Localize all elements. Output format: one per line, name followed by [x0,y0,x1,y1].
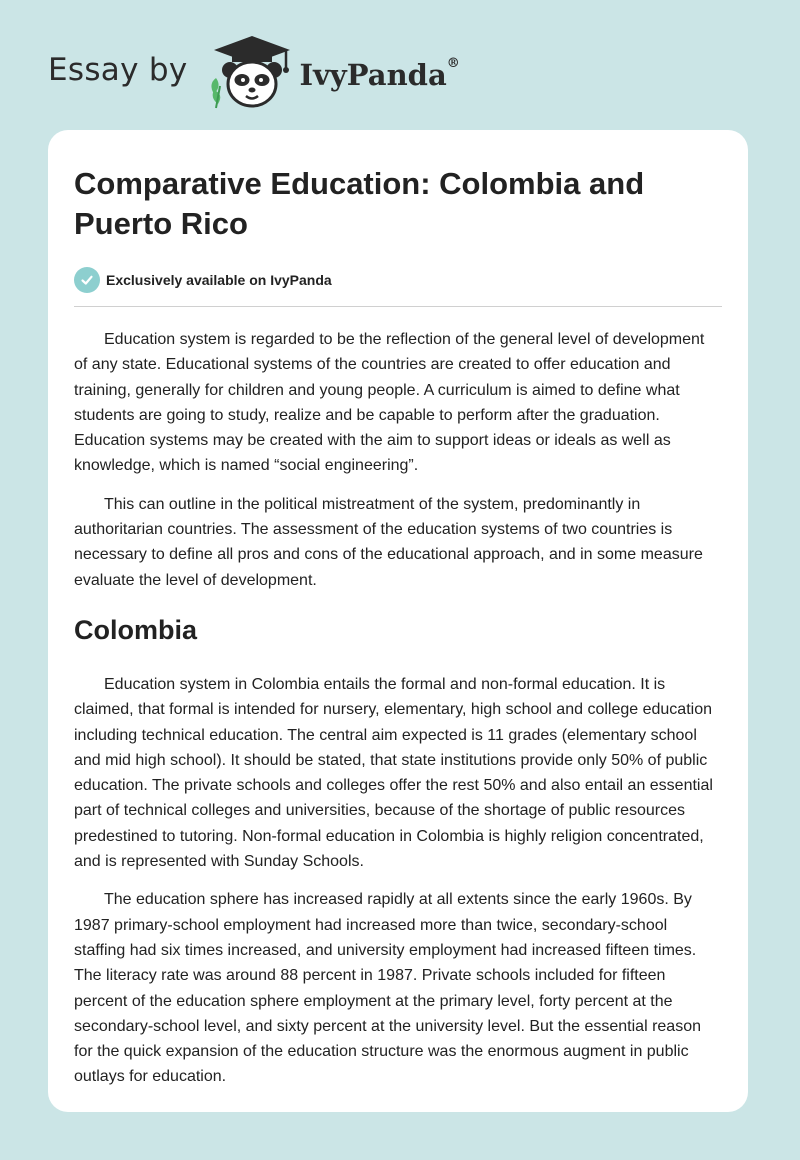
registered-mark: ® [446,56,460,71]
intro-paragraph-1: Education system is regarded to be the reflection of the general level of development of any state. Educational systems of the countries are created to offer education and training, generally for children and young people. A curriculum is aimed to define what students are going to study, realize and be capable to perform after the graduation. Education systems may be created with the aim to support ideas or ideals as well as knowledge, which is named “social engineering”. [74,331,705,475]
exclusive-label: Exclusively available on IvyPanda [106,272,332,288]
exclusive-badge [74,266,722,294]
divider [74,306,722,307]
colombia-paragraph-2: The education sphere has increased rapidly at all extents since the early 1960s. By 1987 primary-school employment had increased more than twice, secondary-school staffing had six times increased, and university employment had increased fifteen times. The literacy rate was around 88 percent in 1987. Private schools included for fifteen percent of the education sphere employment at the primary level, forty percent at the secondary-school level, and sixty percent at the university level. But the essential reason for the quick expansion of the education structure was the enormous augment in public outlays for education. [74,891,701,1086]
colombia-paragraph-1: Education system in Colombia entails the formal and non-formal education. It is claimed, that formal is intended for nursery, elementary, high school and college education including technical education. The central aim expected is 11 grades (elementary school and mid high school). It should be stated, that state institutions provide only 50% of public education. The private schools and colleges offer the rest 50% and also entail an essential part of technical colleges and universities, because of the shortage of public resources predestined to tutoring. Non-formal education in Colombia is highly religion concentrated, and is represented with Sunday Schools. [74,675,713,871]
article-title: Comparative Education: Colombia and Puerto Rico [74,166,645,241]
panda-graduate-icon[interactable] [206,34,298,110]
essay-by-label: Essay by [48,52,188,88]
section-heading-colombia: Colombia [74,614,198,645]
site-header [48,34,460,110]
article-card [48,130,748,1112]
brand-name[interactable] [300,58,460,92]
brand-name-text: IvyPanda [299,58,447,92]
intro-paragraph-2: This can outline in the political mistreatment of the system, predominantly in authoritarian countries. The assessment of the education systems of two countries is necessary to define all pros and cons of the educational approach, and in some measure evaluate the level of development. [74,495,703,589]
check-icon [74,267,100,293]
